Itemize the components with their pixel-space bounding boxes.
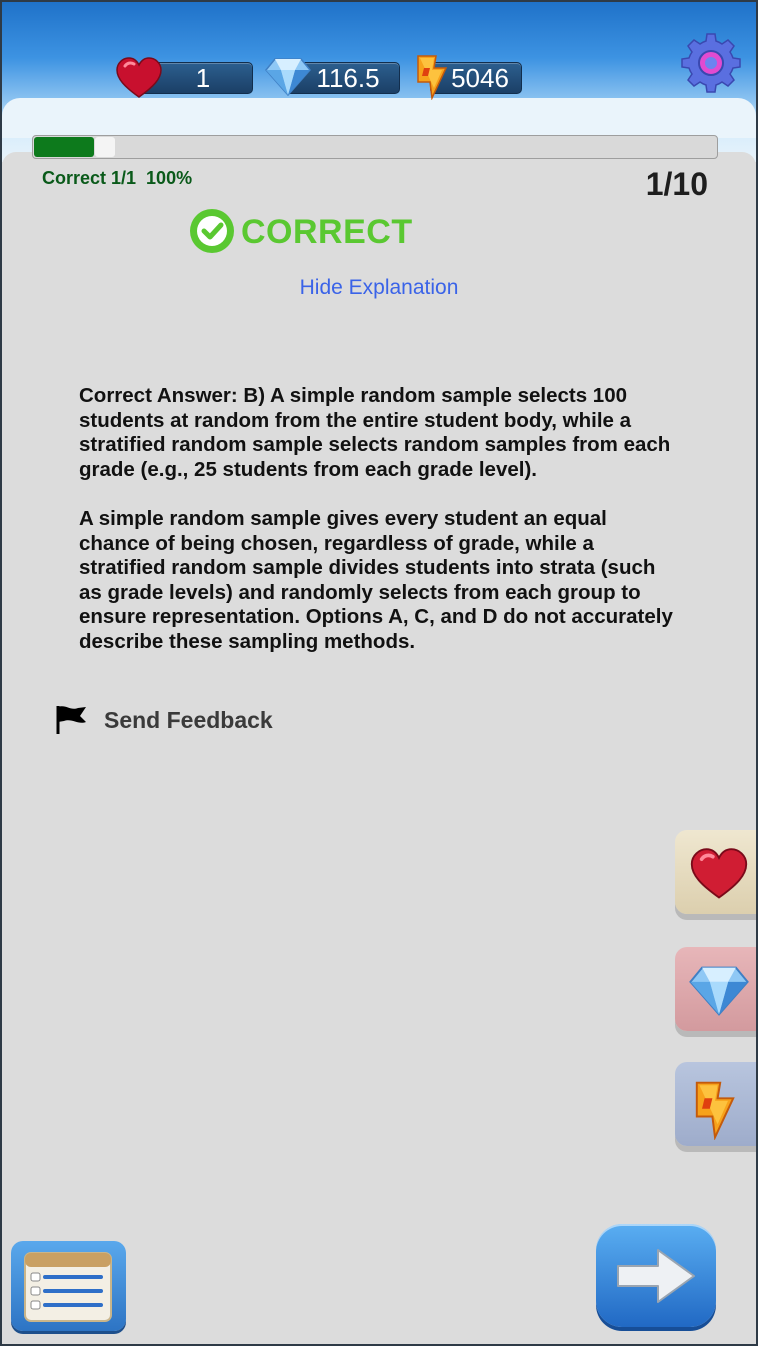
cloud-band — [2, 98, 756, 138]
check-circle-icon — [189, 208, 235, 254]
buy-gems-button[interactable] — [675, 947, 756, 1031]
gear-icon[interactable] — [680, 32, 742, 94]
hearts-value: 1 — [195, 63, 211, 93]
heart-icon — [115, 57, 163, 99]
next-question-button[interactable] — [596, 1224, 716, 1327]
correct-answer-paragraph: Correct Answer: B) A simple random sample selects 100 students at random from the entire student body, while a stratified random sample selects random samples from each grade (e.g., 25 students from each grade level). — [79, 384, 671, 481]
gem-icon — [265, 57, 311, 97]
app-frame — [2, 2, 756, 1344]
correct-summary: Correct 1/1 100% — [42, 168, 193, 188]
buy-energy-button[interactable] — [675, 1062, 756, 1146]
explanation-text — [79, 384, 679, 679]
menu-list-icon — [21, 1249, 116, 1325]
flag-icon — [52, 704, 88, 736]
hide-explanation-link[interactable]: Hide Explanation — [299, 276, 459, 299]
buy-hearts-button[interactable] — [675, 830, 756, 914]
question-counter: 1/10 — [645, 166, 708, 202]
progress-fill — [34, 137, 94, 157]
result-status: CORRECT — [241, 213, 413, 251]
quiz-progress-bar — [32, 135, 718, 159]
energy-value: 5046 — [451, 63, 509, 93]
progress-fill-cap — [95, 137, 115, 157]
content-panel — [2, 152, 756, 1344]
send-feedback-label: Send Feedback — [104, 707, 273, 733]
energy-icon — [412, 54, 452, 100]
explanation-detail-paragraph: A simple random sample gives every student an equal chance of being chosen, regardless of grade, while a stratified random sample divides students into strata (such as grade levels) and randomly selects from each group to ensure representation. Options A, C, and D do not accurately describe these sampling methods. — [79, 507, 673, 653]
gem-icon — [689, 965, 749, 1017]
question-list-button[interactable] — [11, 1241, 126, 1331]
heart-icon — [689, 848, 749, 900]
arrow-right-icon — [614, 1246, 698, 1306]
energy-icon — [689, 1080, 741, 1140]
gems-value: 116.5 — [316, 63, 380, 93]
